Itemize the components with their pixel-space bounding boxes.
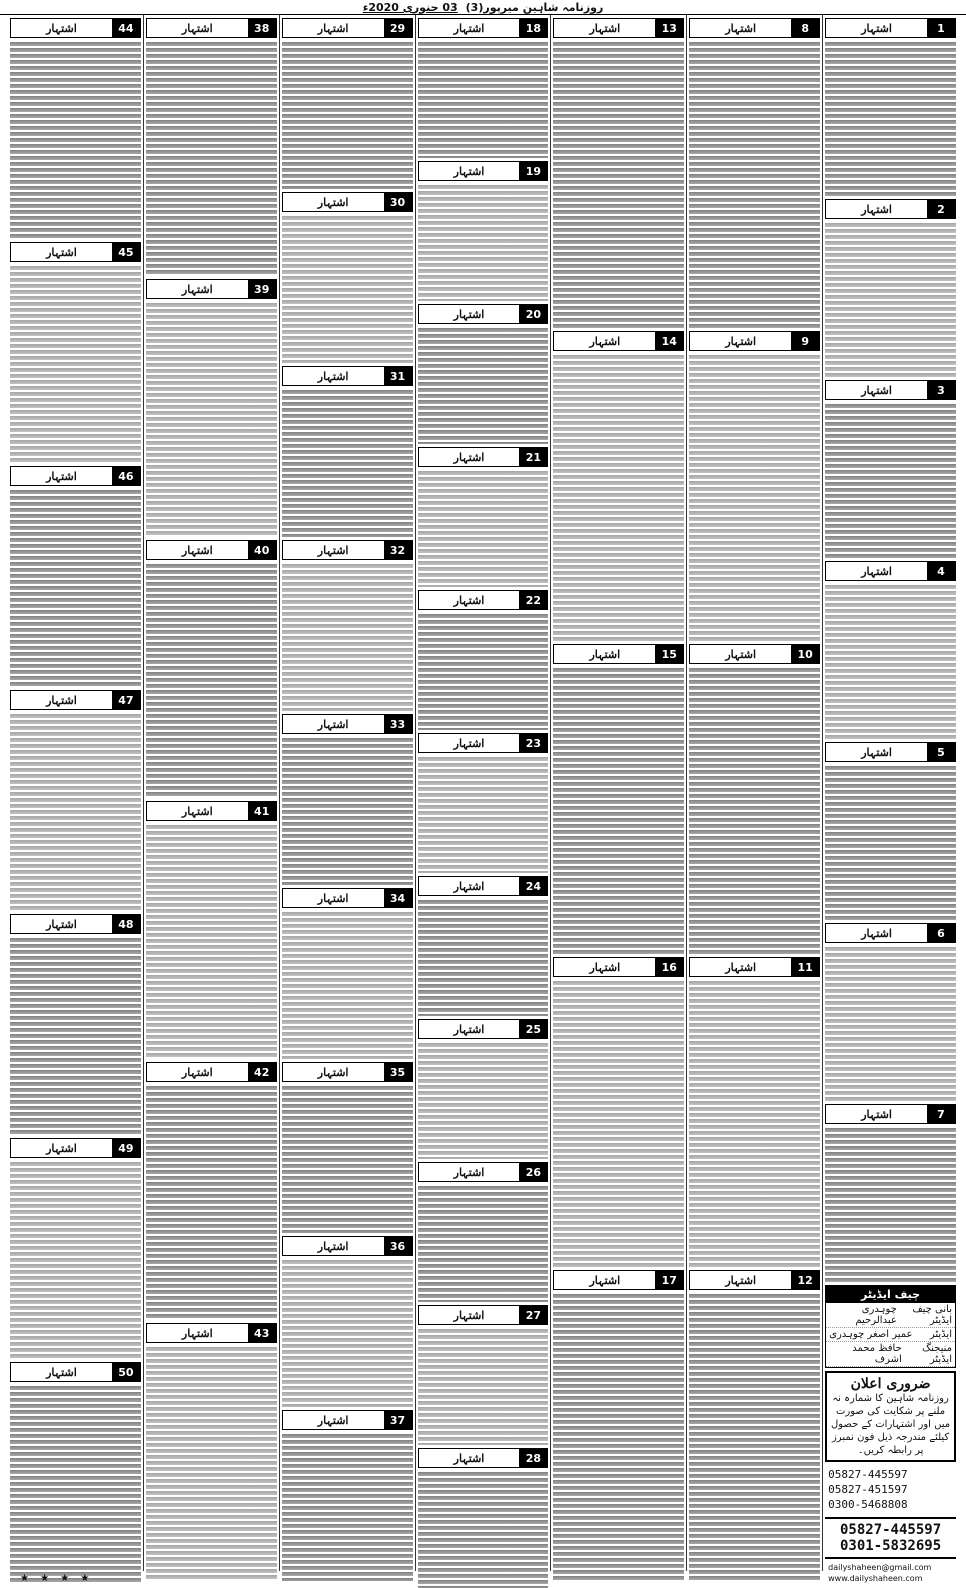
article-tag-label: اشتہار xyxy=(725,960,757,974)
article-tag xyxy=(689,1270,820,1290)
article-tag xyxy=(282,192,413,212)
article-body-text xyxy=(10,1385,141,1583)
article-tag-label: اشتہار xyxy=(861,202,892,216)
article-body-text xyxy=(418,41,549,158)
notice-box xyxy=(825,1371,956,1462)
article-tag xyxy=(418,1448,549,1468)
article-body-text xyxy=(282,1259,413,1407)
article-tag xyxy=(825,742,956,762)
article-tag xyxy=(689,18,820,38)
article-body-text xyxy=(146,1085,277,1320)
article-body-text xyxy=(10,489,141,687)
article-number: 28 xyxy=(519,1449,547,1467)
article-number: 37 xyxy=(384,1411,412,1429)
article-number: 24 xyxy=(519,877,547,895)
article-tag-label: اشتہار xyxy=(725,1273,757,1287)
article-tag-label: اشتہار xyxy=(46,21,77,35)
article-tag xyxy=(418,1162,549,1182)
phone-number: 05827-445597 xyxy=(828,1468,908,1481)
article-body-text xyxy=(418,1328,549,1445)
staff-row-2 xyxy=(826,1328,955,1342)
article-body-text xyxy=(418,756,549,873)
article-body-text xyxy=(689,667,820,954)
article-number: 25 xyxy=(519,1020,547,1038)
article-body-text xyxy=(825,41,956,196)
staff-role: منیجنگ ایڈیٹر xyxy=(922,1343,952,1365)
article-tag xyxy=(825,199,956,219)
article-tag-label: اشتہار xyxy=(317,543,349,557)
article-body-text xyxy=(10,937,141,1135)
article-number: 29 xyxy=(384,19,412,37)
article-tag-label: اشتہار xyxy=(46,1365,77,1379)
staff-box-title: چیف ایڈیٹر xyxy=(826,1286,955,1303)
article-tag xyxy=(418,590,549,610)
article-number: 30 xyxy=(384,193,412,211)
article-tag xyxy=(825,18,956,38)
article-number: 46 xyxy=(112,467,140,485)
article-tag-label: اشتہار xyxy=(589,334,621,348)
article-tag xyxy=(689,331,820,351)
article-body-text xyxy=(10,713,141,911)
article-tag-label: اشتہار xyxy=(453,736,485,750)
article-tag-label: اشتہار xyxy=(453,1022,485,1036)
article-tag-label: اشتہار xyxy=(861,926,892,940)
article-tag xyxy=(418,733,549,753)
article-number: 38 xyxy=(248,19,276,37)
article-number: 31 xyxy=(384,367,412,385)
article-tag-label: اشتہار xyxy=(181,543,213,557)
staff-name: حافظ محمد اشرف xyxy=(852,1343,902,1365)
article-tag-label: اشتہار xyxy=(861,1107,892,1121)
staff-name: چوہدری عبدالرحیم xyxy=(855,1304,897,1326)
article-tag-label: اشتہار xyxy=(725,647,757,661)
news-column xyxy=(686,15,822,1571)
notice-title: ضروری اعلان xyxy=(850,1376,931,1392)
article-tag-label: اشتہار xyxy=(861,745,892,759)
article-tag-label: اشتہار xyxy=(453,21,485,35)
article-number: 48 xyxy=(112,915,140,933)
article-tag-label: اشتہار xyxy=(453,593,485,607)
article-body-text xyxy=(553,1293,684,1580)
article-tag-label: اشتہار xyxy=(317,1065,349,1079)
article-number: 8 xyxy=(791,19,819,37)
article-number: 12 xyxy=(791,1271,819,1289)
article-number: 40 xyxy=(248,541,276,559)
article-number: 41 xyxy=(248,802,276,820)
article-body-text xyxy=(689,1293,820,1580)
article-tag-label: اشتہار xyxy=(181,804,213,818)
article-tag xyxy=(553,331,684,351)
article-tag xyxy=(418,304,549,324)
article-body-text xyxy=(146,1346,277,1581)
article-tag-label: اشتہار xyxy=(317,195,349,209)
article-number: 2 xyxy=(927,200,955,218)
article-tag xyxy=(10,1362,141,1382)
phone-number: 05827-451597 xyxy=(828,1483,908,1496)
article-tag-label: اشتہار xyxy=(181,1326,213,1340)
article-number: 44 xyxy=(112,19,140,37)
article-tag-label: اشتہار xyxy=(589,647,621,661)
article-number: 47 xyxy=(112,691,140,709)
article-body-text xyxy=(282,911,413,1059)
masthead-title: روزنامہ شاہین میرپور(3) xyxy=(465,0,604,14)
article-number: 17 xyxy=(655,1271,683,1289)
article-tag xyxy=(418,18,549,38)
article-number: 9 xyxy=(791,332,819,350)
article-body-text xyxy=(10,265,141,463)
article-tag xyxy=(146,1323,277,1343)
article-body-text xyxy=(825,584,956,739)
article-body-text xyxy=(418,613,549,730)
article-body-text xyxy=(10,1161,141,1359)
article-tag xyxy=(146,801,277,821)
article-body-text xyxy=(553,41,684,328)
article-number: 15 xyxy=(655,645,683,663)
masthead xyxy=(0,0,966,15)
article-tag xyxy=(10,914,141,934)
article-tag xyxy=(282,540,413,560)
article-tag-label: اشتہار xyxy=(725,21,757,35)
news-column xyxy=(415,15,551,1571)
article-body-text xyxy=(418,1042,549,1159)
article-tag xyxy=(146,1062,277,1082)
staff-role: بانی چیف ایڈیٹر xyxy=(912,1304,952,1326)
article-body-text xyxy=(825,403,956,558)
footer xyxy=(0,1572,966,1585)
article-tag xyxy=(146,279,277,299)
article-tag xyxy=(10,1138,141,1158)
article-number: 16 xyxy=(655,958,683,976)
article-body-text xyxy=(418,1471,549,1588)
article-number: 19 xyxy=(519,162,547,180)
article-body-text xyxy=(418,1185,549,1302)
article-number: 36 xyxy=(384,1237,412,1255)
article-number: 50 xyxy=(112,1363,140,1381)
phone-number: 0300-5468808 xyxy=(828,1498,908,1511)
article-number: 1 xyxy=(927,19,955,37)
news-column xyxy=(279,15,415,1571)
article-body-text xyxy=(282,389,413,537)
article-number: 18 xyxy=(519,19,547,37)
article-tag-label: اشتہار xyxy=(861,21,892,35)
article-body-text xyxy=(282,1433,413,1581)
email-text[interactable]: dailyshaheen@gmail.com xyxy=(828,1563,932,1572)
article-body-text xyxy=(418,327,549,444)
article-number: 32 xyxy=(384,541,412,559)
article-number: 4 xyxy=(927,562,955,580)
article-tag xyxy=(689,644,820,664)
article-tag-label: اشتہار xyxy=(861,383,892,397)
article-number: 49 xyxy=(112,1139,140,1157)
article-tag-label: اشتہار xyxy=(861,564,892,578)
article-tag xyxy=(418,161,549,181)
article-number: 23 xyxy=(519,734,547,752)
article-tag xyxy=(825,561,956,581)
notice-body: روزنامہ شاہین کا شمارہ نہ ملنے پر شکایت کی صورت میں اور اشتہارات کے حصول کیلئے مندرجہ ذیل فون نمبرز پر رابطہ کریں۔ xyxy=(830,1393,951,1456)
article-body-text xyxy=(553,980,684,1267)
article-tag-label: اشتہار xyxy=(453,164,485,178)
staff-role: ایڈیٹر xyxy=(929,1329,952,1340)
staff-row-1 xyxy=(826,1303,955,1328)
big-phone: 05827-445597 xyxy=(839,1522,942,1538)
article-tag xyxy=(282,366,413,386)
article-tag xyxy=(553,644,684,664)
article-body-text xyxy=(282,737,413,885)
article-tag xyxy=(418,876,549,896)
article-number: 3 xyxy=(927,381,955,399)
article-body-text xyxy=(689,354,820,641)
article-tag-label: اشتہار xyxy=(589,1273,621,1287)
news-column xyxy=(8,15,143,1571)
article-number: 35 xyxy=(384,1063,412,1081)
article-number: 14 xyxy=(655,332,683,350)
article-number: 39 xyxy=(248,280,276,298)
article-tag xyxy=(825,923,956,943)
article-body-text xyxy=(825,222,956,377)
article-body-text xyxy=(282,1085,413,1233)
staff-name: عمیر اصغر چوہدری xyxy=(829,1329,913,1340)
article-tag xyxy=(825,1104,956,1124)
article-tag xyxy=(553,957,684,977)
article-body-text xyxy=(146,302,277,537)
website-link[interactable]: www.dailyshaheen.com xyxy=(828,1574,923,1583)
article-tag-label: اشتہار xyxy=(46,245,77,259)
article-tag-label: اشتہار xyxy=(453,1165,485,1179)
article-tag-label: اشتہار xyxy=(453,1451,485,1465)
phone-list xyxy=(825,1465,956,1514)
article-body-text xyxy=(825,765,956,920)
article-number: 26 xyxy=(519,1163,547,1181)
article-tag-label: اشتہار xyxy=(181,1065,213,1079)
article-body-text xyxy=(825,1127,956,1282)
article-tag xyxy=(418,447,549,467)
article-body-text xyxy=(146,41,277,276)
article-body-text xyxy=(282,215,413,363)
article-tag-label: اشتہار xyxy=(317,717,349,731)
article-tag-label: اشتہار xyxy=(181,282,213,296)
article-body-text xyxy=(689,41,820,328)
article-number: 11 xyxy=(791,958,819,976)
article-tag xyxy=(282,714,413,734)
article-tag xyxy=(689,957,820,977)
article-number: 22 xyxy=(519,591,547,609)
article-number: 13 xyxy=(655,19,683,37)
staff-row-3 xyxy=(826,1342,955,1367)
article-tag-label: اشتہار xyxy=(589,960,621,974)
columns-container xyxy=(8,15,958,1583)
article-number: 45 xyxy=(112,243,140,261)
article-body-text xyxy=(10,41,141,239)
article-body-text xyxy=(282,563,413,711)
article-body-text xyxy=(689,980,820,1267)
article-number: 21 xyxy=(519,448,547,466)
article-tag-label: اشتہار xyxy=(46,917,77,931)
article-body-text xyxy=(146,563,277,798)
big-phone: 0301-5832695 xyxy=(839,1538,942,1554)
article-tag-label: اشتہار xyxy=(453,1308,485,1322)
news-column xyxy=(143,15,279,1571)
article-tag-label: اشتہار xyxy=(46,693,77,707)
article-tag xyxy=(282,1410,413,1430)
article-tag xyxy=(10,242,141,262)
article-tag xyxy=(553,18,684,38)
article-tag-label: اشتہار xyxy=(589,21,621,35)
article-body-text xyxy=(553,667,684,954)
article-tag xyxy=(146,18,277,38)
article-tag xyxy=(282,888,413,908)
article-tag-label: اشتہار xyxy=(317,891,349,905)
news-column xyxy=(822,15,958,1583)
article-tag xyxy=(418,1019,549,1039)
article-number: 7 xyxy=(927,1105,955,1123)
article-number: 5 xyxy=(927,743,955,761)
article-tag xyxy=(10,466,141,486)
article-number: 33 xyxy=(384,715,412,733)
article-tag xyxy=(825,380,956,400)
article-tag xyxy=(282,1062,413,1082)
article-body-text xyxy=(418,899,549,1016)
article-tag xyxy=(146,540,277,560)
article-number: 20 xyxy=(519,305,547,323)
article-body-text xyxy=(825,946,956,1101)
article-tag-label: اشتہار xyxy=(46,1141,77,1155)
masthead-date: 03 جنوری 2020ء xyxy=(362,0,458,14)
article-number: 34 xyxy=(384,889,412,907)
footer-stars: ★ ★ ★ ★ xyxy=(20,1573,94,1584)
article-tag-label: اشتہار xyxy=(453,450,485,464)
article-tag xyxy=(553,1270,684,1290)
article-tag-label: اشتہار xyxy=(317,1239,349,1253)
article-tag xyxy=(10,690,141,710)
article-tag-label: اشتہار xyxy=(453,879,485,893)
article-number: 42 xyxy=(248,1063,276,1081)
article-tag-label: اشتہار xyxy=(453,307,485,321)
article-body-text xyxy=(146,824,277,1059)
article-number: 6 xyxy=(927,924,955,942)
article-body-text xyxy=(553,354,684,641)
article-tag xyxy=(418,1305,549,1325)
big-phone-block xyxy=(825,1517,956,1559)
article-tag-label: اشتہار xyxy=(317,369,349,383)
article-tag-label: اشتہار xyxy=(317,1413,349,1427)
article-number: 43 xyxy=(248,1324,276,1342)
article-tag-label: اشتہار xyxy=(181,21,213,35)
article-number: 10 xyxy=(791,645,819,663)
article-tag xyxy=(282,18,413,38)
article-tag xyxy=(282,1236,413,1256)
article-body-text xyxy=(282,41,413,189)
article-tag-label: اشتہار xyxy=(725,334,757,348)
article-tag xyxy=(10,18,141,38)
article-body-text xyxy=(418,184,549,301)
article-tag-label: اشتہار xyxy=(317,21,349,35)
article-tag-label: اشتہار xyxy=(46,469,77,483)
article-body-text xyxy=(418,470,549,587)
article-number: 27 xyxy=(519,1306,547,1324)
staff-box xyxy=(825,1285,956,1368)
news-column xyxy=(550,15,686,1571)
